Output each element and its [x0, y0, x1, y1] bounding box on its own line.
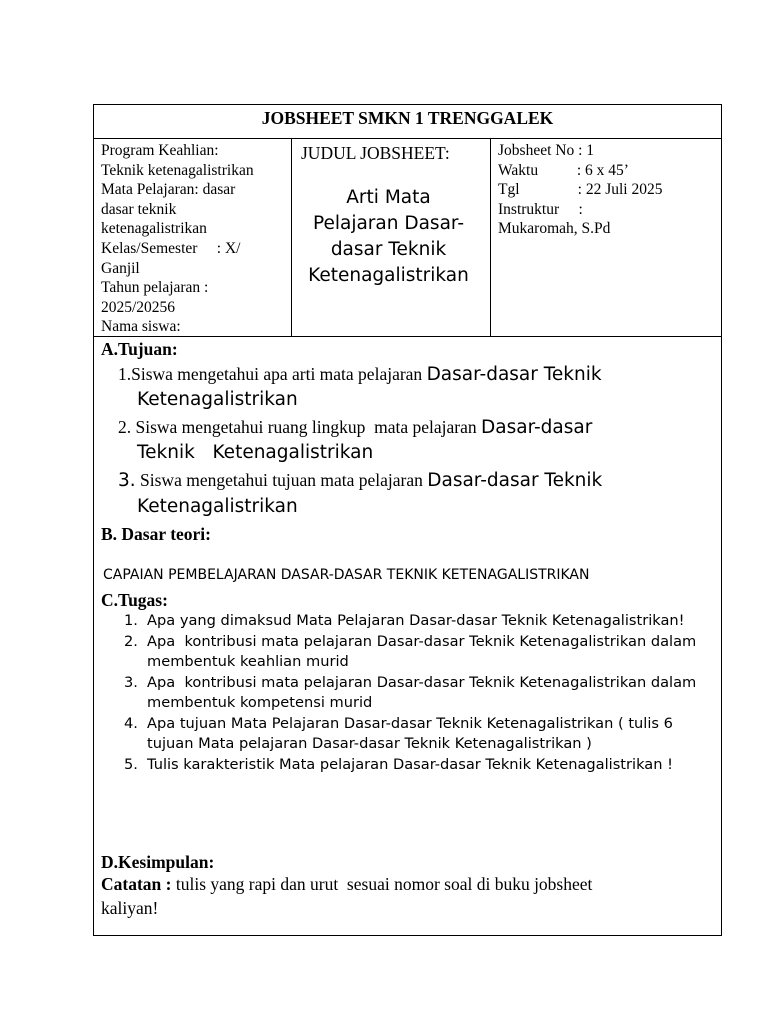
meta-line: Mukaromah, S.Pd	[498, 220, 611, 238]
tujuan-item-continuation: Ketenagalistrikan	[137, 496, 298, 517]
dasar-teori-content: CAPAIAN PEMBELAJARAN DASAR-DASAR TEKNIK KETENAGALISTRIKAN	[103, 567, 590, 583]
judul-title-line: dasar Teknik	[330, 239, 447, 260]
jobsheet-table	[93, 104, 722, 936]
judul-cell	[292, 139, 491, 336]
page-title: JOBSHEET SMKN 1 TRENGGALEK	[261, 108, 554, 128]
program-line: Program Keahlian:	[101, 142, 219, 159]
catatan-text-continuation: kaliyan!	[101, 898, 159, 918]
program-info-cell	[94, 139, 292, 336]
tugas-list	[101, 611, 701, 775]
meta-line: Tgl : 22 Juli 2025	[498, 181, 663, 199]
tujuan-item-text: Siswa mengetahui tujuan mata pelajaran	[135, 470, 428, 490]
program-line: 2025/20256	[101, 298, 176, 316]
list-item: 1. Apa yang dimaksud Mata Pelajaran Dasar-dasar Teknik Ketenagalistrikan!	[124, 612, 685, 629]
catatan-label: Catatan :	[101, 874, 172, 894]
tujuan-item-subject: Dasar-dasar Teknik	[426, 364, 602, 385]
catatan-note	[101, 872, 711, 920]
tujuan-item-number: 3.	[118, 470, 136, 491]
list-item: 5. Tulis karakteristik Mata pelajaran Dasar-dasar Teknik Ketenagalistrikan !	[124, 755, 673, 773]
program-line: ketenagalistrikan	[101, 220, 207, 238]
tujuan-heading: A.Tujuan:	[101, 339, 178, 359]
tugas-heading: C.Tugas:	[101, 590, 168, 610]
list-item: 2. Apa kontribusi mata pelajaran Dasar-dasar Teknik Ketenagalistrikan dalam membentuk keahlian murid	[124, 632, 697, 670]
program-line: Ganjil	[101, 259, 140, 277]
kesimpulan-heading: D.Kesimpulan:	[101, 852, 215, 872]
tujuan-item-text: 1.Siswa mengetahui apa arti mata pelajaran	[118, 364, 427, 384]
judul-title-line: Ketenagalistrikan	[308, 265, 469, 286]
catatan-text: tulis yang rapi dan urut sesuai nomor soal di buku jobsheet	[171, 874, 593, 894]
program-line: dasar teknik	[101, 200, 177, 218]
judul-title-line: Pelajaran Dasar-	[312, 213, 465, 234]
program-line: Kelas/Semester : X/	[101, 239, 241, 257]
list-item: 4. Apa tujuan Mata Pelajaran Dasar-dasar Teknik Ketenagalistrikan ( tulis 6 tujuan Mata pelajaran Dasar-dasar Teknik Ketenagalistrikan )	[124, 714, 673, 752]
tujuan-item-subject: Dasar-dasar	[481, 417, 593, 438]
program-line: Teknik ketenagalistrikan	[101, 161, 254, 179]
info-row	[94, 139, 721, 337]
meta-cell	[491, 139, 721, 336]
meta-line: Waktu : 6 x 45’	[498, 161, 629, 179]
title-row	[94, 105, 721, 139]
tujuan-item-text: 2. Siswa mengetahui ruang lingkup mata pelajaran	[118, 417, 482, 437]
judul-title	[292, 185, 485, 289]
tujuan-item-subject: Dasar-dasar Teknik	[427, 470, 603, 491]
dasar-teori-heading: B. Dasar teori:	[101, 524, 211, 544]
list-item: 3. Apa kontribusi mata pelajaran Dasar-dasar Teknik Ketenagalistrikan dalam membentuk kompetensi murid	[124, 673, 697, 711]
judul-title-line: Arti Mata	[346, 187, 431, 208]
meta-line: Instruktur :	[498, 200, 583, 218]
judul-label: JUDUL JOBSHEET:	[301, 143, 450, 163]
tujuan-item-continuation: Teknik Ketenagalistrikan	[137, 442, 374, 463]
meta-line: Jobsheet No : 1	[498, 142, 595, 159]
program-line: Mata Pelajaran: dasar	[101, 181, 236, 199]
program-line: Tahun pelajaran :	[101, 279, 209, 297]
tujuan-item-continuation: Ketenagalistrikan	[137, 389, 298, 410]
program-line: Nama siswa:	[101, 318, 181, 336]
